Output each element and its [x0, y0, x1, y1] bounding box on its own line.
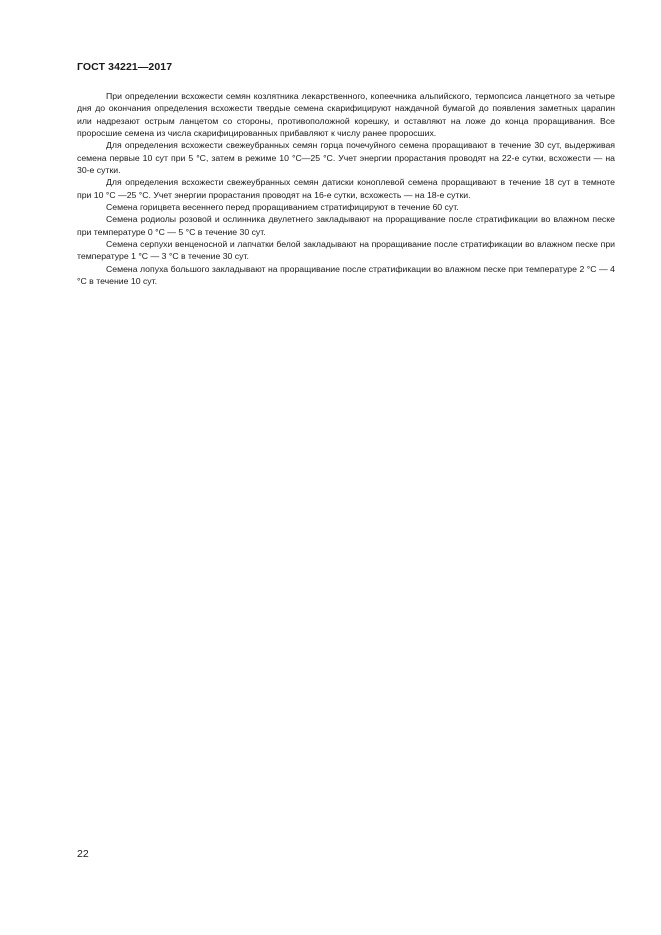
paragraph: Семена серпухи венценосной и лапчатки белой закладывают на проращивание после стратификации во влажном песке при температуре 1 °С — 3 °С в течение 30 сут.	[77, 239, 615, 262]
paragraph: Семена родиолы розовой и ослинника двулетнего закладывают на проращивание после стратификации во влажном песке при температуре 0 °С — 5 °С в течение 30 сут.	[77, 214, 615, 237]
paragraph: Для определения всхожести свежеубранных семян горца почечуйного семена проращивают в течение 30 сут, выдерживая семена первые 10 сут при 5 °С, затем в режиме 10 °С—25 °С. Учет энергии прорастания проводят на 22-е сутки, всхожести — на 30-е сутки.	[77, 140, 615, 176]
paragraph: Для определения всхожести свежеубранных семян датиски коноплевой семена проращивают в течение 18 сут в темноте при 10 °С —25 °С. Учет энергии прорастания проводят на 16-е сутки, всхожесть — на 18-е сутки.	[77, 177, 615, 200]
paragraph: Семена горицвета весеннего перед проращиванием стратифицируют в течение 60 сут.	[106, 202, 459, 213]
document-header: ГОСТ 34221—2017	[77, 61, 173, 73]
document-body	[77, 90, 615, 288]
paragraph: При определении всхожести семян козлятника лекарственного, копеечника альпийского, термопсиса ланцетного за четыре дня до окончания определения всхожести твердые семена скарифицируют наждачной бумагой до появления заметных царапин или надрезают острым ланцетом со стороны, противоположной корешку, и оставляют на ложе до конца проращивания. Все проросшие семена из числа скарифицированных прибавляют к числу ранее проросших.	[77, 91, 615, 139]
paragraph: Семена лопуха большого закладывают на проращивание после стратификации во влажном песке при температуре 2 °С — 4 °С в течение 10 сут.	[77, 263, 615, 287]
page-number: 22	[77, 848, 89, 860]
